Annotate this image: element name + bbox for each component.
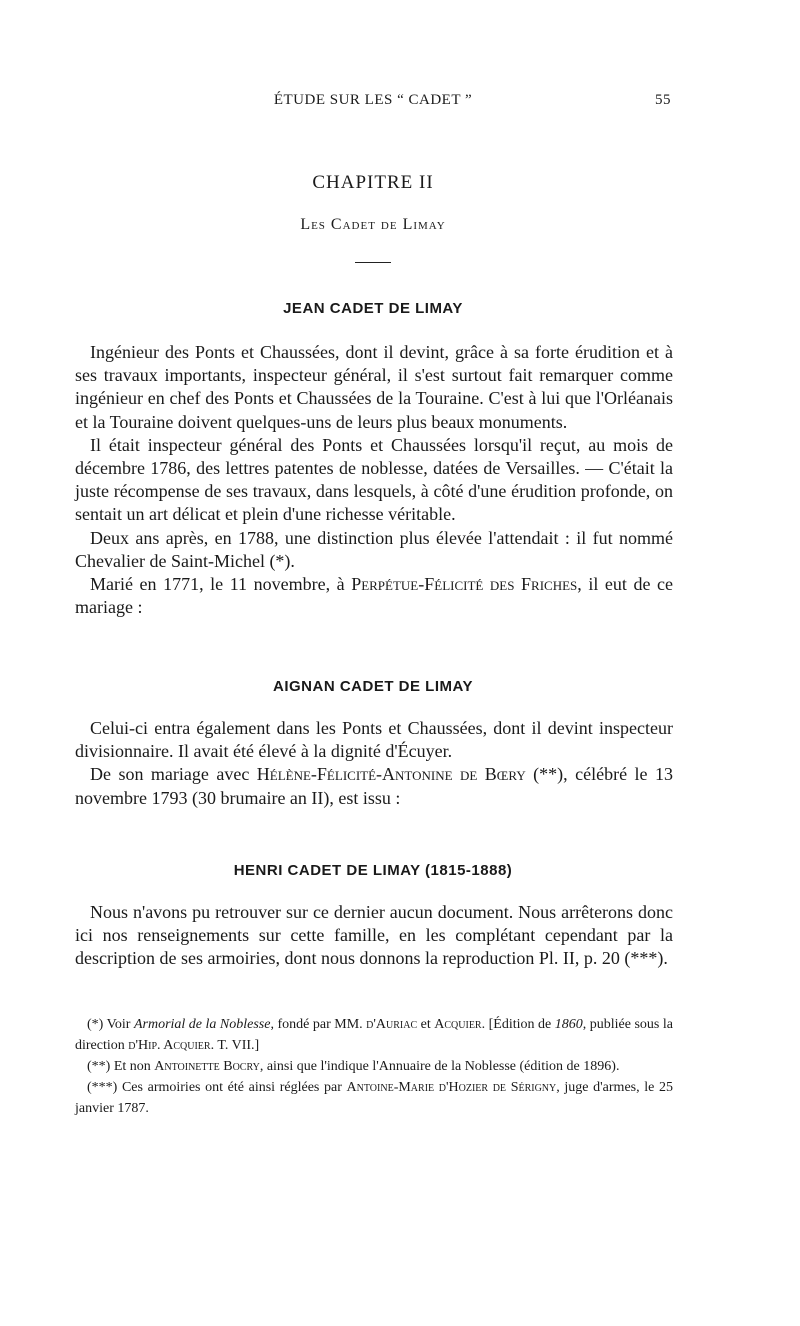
text-run: De son mariage avec — [90, 764, 257, 785]
title-rule — [355, 262, 391, 263]
section-heading-jean: JEAN CADET DE LIMAY — [283, 300, 463, 317]
text-run: . [Édition de — [481, 1017, 555, 1032]
paragraph — [75, 763, 673, 809]
chapter-subtitle: Les Cadet de Limay — [300, 216, 446, 233]
text-run: , publiée sous la direction — [75, 1017, 673, 1053]
person-name: Antoinette Bocry — [154, 1059, 260, 1074]
running-title: ÉTUDE SUR LES “ CADET ” — [273, 92, 473, 108]
text-run: (**), célébré le 13 novembre 1793 (30 brumaire an II), est issu : — [75, 764, 673, 808]
text-run: et — [417, 1017, 435, 1032]
text-run: . T. VII.] — [210, 1038, 260, 1053]
section-body-aignan — [75, 717, 673, 810]
text-run: Marié en 1771, le 11 novembre, à — [90, 574, 352, 595]
text-run: (*) Voir — [87, 1017, 134, 1032]
text-run: , fondé par MM. — [270, 1017, 367, 1032]
section-body-jean — [75, 341, 673, 619]
paragraph: Nous n'avons pu retrouver sur ce dernier aucun document. Nous arrêterons donc ici nos renseignements sur cette famille, en les complétant cependant par la description de ses armoiries, dont nous donnons la reproduction Pl. II, p. 20 (***). — [75, 902, 673, 969]
person-name: Hélène-Félicité-Antonine de Bœry — [256, 764, 526, 785]
person-name: Acquier — [434, 1017, 482, 1032]
person-name: d'Auriac — [366, 1017, 418, 1032]
person-name: Perpétue-Félicité des Friches — [351, 574, 578, 595]
edition-year: 1860 — [554, 1017, 583, 1032]
book-title: Armorial de la Noblesse — [133, 1017, 271, 1032]
paragraph: Celui-ci entra également dans les Ponts et Chaussées, dont il devint inspecteur divisionnaire. Il avait été élevé à la dignité d'Écuyer. — [75, 718, 673, 762]
paragraph: Deux ans après, en 1788, une distinction plus élevée l'attendait : il fut nommé Chevalier de Saint-Michel (*). — [75, 527, 673, 571]
text-run: (**) Et non — [87, 1059, 155, 1074]
footnote-3 — [75, 1077, 673, 1119]
chapter-title: CHAPITRE II — [312, 172, 434, 193]
paragraph — [75, 573, 673, 619]
footnote-2 — [75, 1056, 673, 1077]
section-heading-henri: HENRI CADET DE LIMAY (1815-1888) — [233, 862, 513, 879]
text-run: , il eut de ce mariage : — [75, 574, 673, 618]
person-name: d'Hip. Acquier — [128, 1038, 211, 1053]
section-heading-aignan: AIGNAN CADET DE LIMAY — [273, 678, 473, 695]
section-body-henri — [75, 901, 673, 971]
footnotes — [75, 1014, 673, 1119]
text-run: , ainsi que l'indique l'Annuaire de la Noblesse (édition de 1896). — [259, 1059, 620, 1074]
running-head — [75, 92, 671, 114]
text-run: (***) Ces armoiries ont été ainsi réglées par — [87, 1080, 347, 1095]
paragraph: Il était inspecteur général des Ponts et Chaussées lorsqu'il reçut, au mois de décembre 1786, des lettres patentes de noblesse, datées de Versailles. — C'était la juste récompense de ses travaux, dans lesquels, à côté d'une érudition profonde, on sentait un art délicat et plein d'une richesse véritable. — [75, 434, 673, 525]
paragraph: Ingénieur des Ponts et Chaussées, dont il devint, grâce à sa forte érudition et à ses travaux importants, inspecteur général, il s'est surtout fait remarquer comme ingénieur en chef des Ponts et Chaussées de la Touraine. C'est à lui que l'Orléanais et la Touraine doivent quelques-uns de leurs plus beaux monuments. — [75, 342, 673, 432]
footnote-1 — [75, 1014, 673, 1056]
text-run: , juge d'armes, le 25 janvier 1787. — [75, 1080, 674, 1116]
page-number: 55 — [655, 92, 671, 108]
person-name: Antoine-Marie d'Hozier de Sérigny — [346, 1080, 557, 1095]
